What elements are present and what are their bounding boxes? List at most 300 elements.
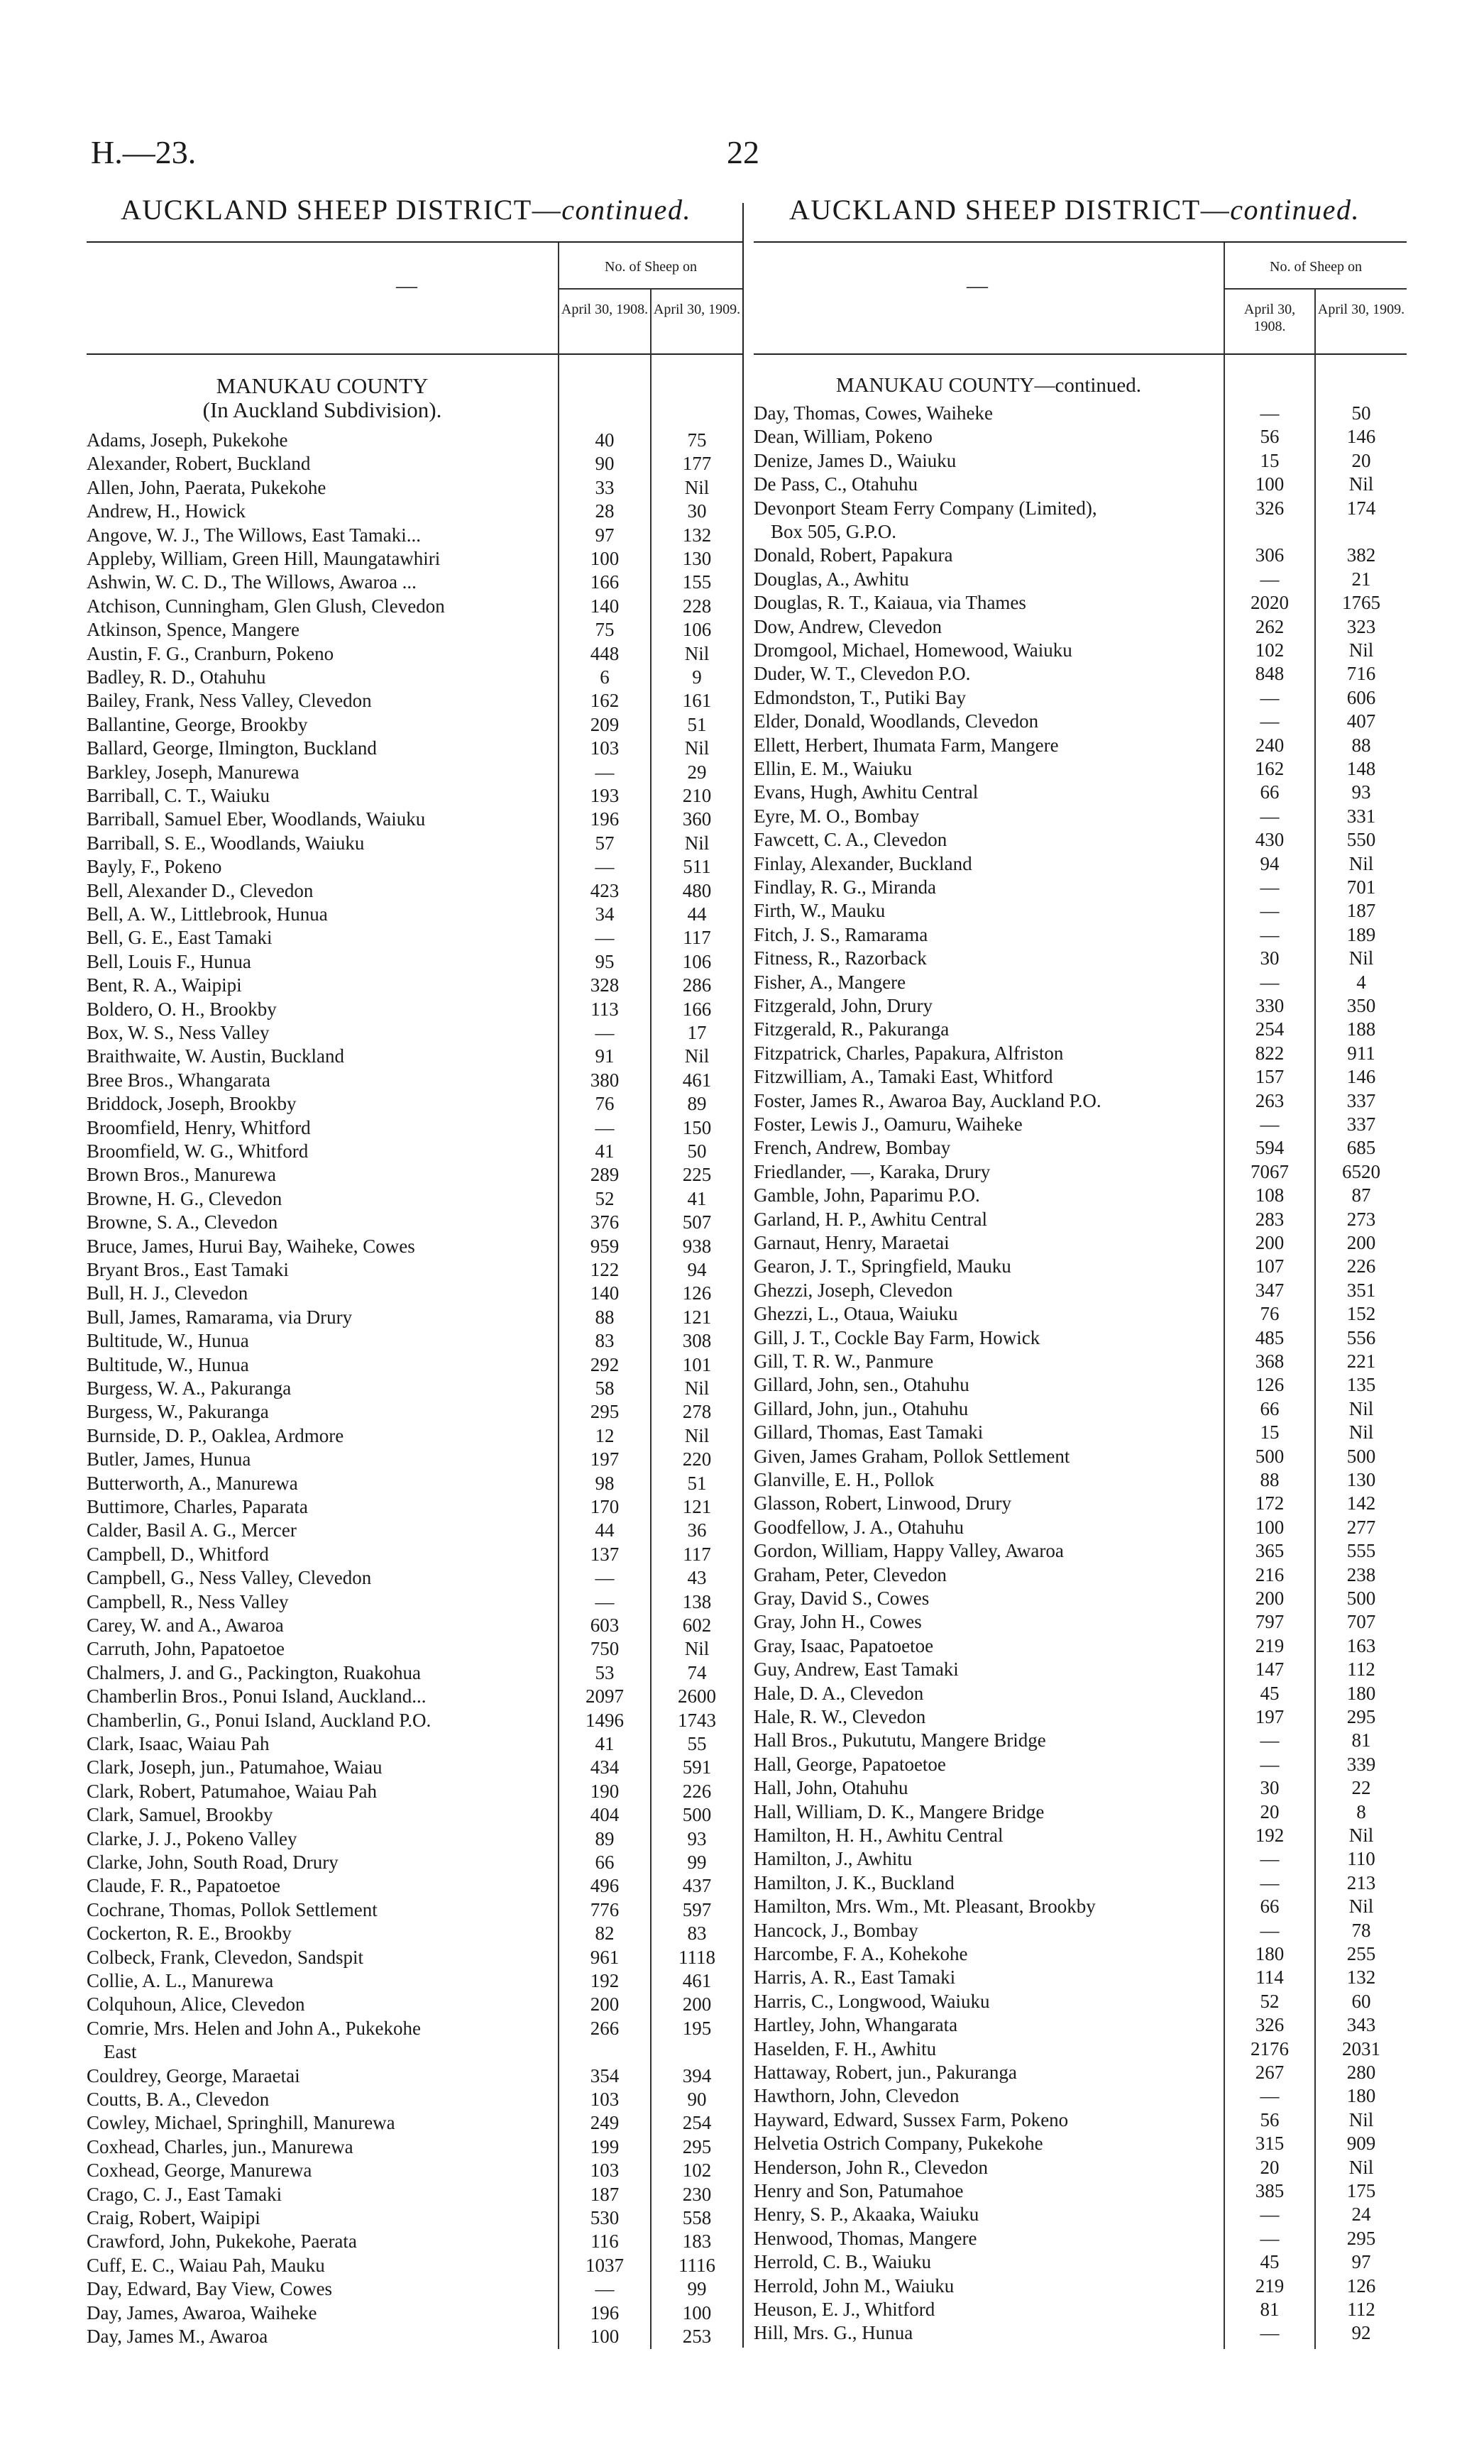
table-row <box>87 1732 742 1756</box>
sheep-1908: 166 <box>590 571 620 593</box>
sheep-1909: 94 <box>687 1259 707 1280</box>
owner-name: Finlay, Alexander, Buckland <box>754 852 972 874</box>
sheep-1909: 394 <box>682 2064 712 2086</box>
table-row <box>87 2135 742 2159</box>
owner-name: Barkley, Joseph, Manurewa <box>87 761 299 783</box>
sheep-1909: 500 <box>682 1804 712 1826</box>
sheep-1909: 343 <box>1346 2014 1376 2036</box>
owner-name: Bailey, Frank, Ness Valley, Clevedon <box>87 690 372 712</box>
sheep-1908: 750 <box>590 1638 620 1660</box>
sheep-1909: 121 <box>682 1496 712 1517</box>
sheep-1908: — <box>1260 1729 1280 1751</box>
table-row <box>87 1400 742 1424</box>
sheep-1908: 200 <box>1255 1588 1285 1609</box>
sheep-1909: 130 <box>1346 1469 1376 1490</box>
sheep-1909: 36 <box>687 1519 707 1541</box>
sheep-1909: Nil <box>1348 1397 1374 1419</box>
owner-name: Dromgool, Michael, Homewood, Waiuku <box>754 639 1072 661</box>
sheep-1909: 4 <box>1356 971 1366 993</box>
sheep-1908: 20 <box>1260 2156 1280 2178</box>
table-row <box>87 1187 742 1211</box>
sheep-1909: 2600 <box>678 1685 716 1707</box>
sheep-1909: 50 <box>1351 402 1371 424</box>
owner-name: Campbell, G., Ness Valley, Clevedon <box>87 1567 372 1589</box>
owner-name: Ghezzi, L., Otaua, Waiuku <box>754 1303 958 1325</box>
table-row <box>754 1516 1407 1539</box>
sheep-1909: 51 <box>687 1472 707 1494</box>
sheep-1908: 200 <box>590 1993 620 2015</box>
sheep-1908: 448 <box>590 642 620 664</box>
sheep-1908: — <box>595 1590 615 1612</box>
table-row <box>754 2061 1407 2084</box>
table-row <box>87 1069 742 1092</box>
table-row <box>754 1018 1407 1041</box>
sheep-1908: 193 <box>590 785 620 806</box>
sheep-1909: 132 <box>682 524 712 546</box>
owner-name: Hale, R. W., Clevedon <box>754 1706 926 1727</box>
owner-name: Henry and Son, Patumahoe <box>754 2180 964 2201</box>
owner-name: Broomfield, Henry, Whitford <box>87 1116 311 1138</box>
sheep-1909: 78 <box>1351 1919 1371 1941</box>
sheep-1909: 83 <box>687 1923 707 1945</box>
table-row <box>87 2111 742 2135</box>
owner-name: Alexander, Robert, Buckland <box>87 453 311 475</box>
table-row <box>87 1946 742 1969</box>
table-row <box>87 1092 742 1116</box>
sheep-1909: 461 <box>682 1069 712 1091</box>
sheep-1909: Nil <box>684 1638 710 1660</box>
sheep-1909: 6520 <box>1342 1160 1380 1182</box>
table-row <box>87 998 742 1021</box>
sheep-1908: 90 <box>595 453 615 475</box>
sheep-1908: — <box>595 1022 615 1043</box>
owner-name: Herrold, C. B., Waiuku <box>754 2251 932 2273</box>
sheep-1909: 89 <box>687 1093 707 1115</box>
sheep-1909: 146 <box>1346 1066 1376 1088</box>
table-row <box>87 1519 742 1542</box>
sheep-1909: 1116 <box>678 2254 715 2276</box>
sheep-1909: 221 <box>1346 1351 1376 1372</box>
sheep-1909: 461 <box>682 1970 712 1991</box>
sheep-1909: 112 <box>1347 2299 1375 2320</box>
owner-name: Hancock, J., Bombay <box>754 1919 918 1941</box>
owner-name: Gordon, William, Happy Valley, Awaroa <box>754 1540 1064 1562</box>
sheep-1908: 266 <box>590 2017 620 2039</box>
table-row <box>754 1231 1407 1255</box>
table-row <box>87 855 742 879</box>
table-row <box>754 1113 1407 1136</box>
sheep-1908: — <box>595 2278 615 2300</box>
sheep-1909: Nil <box>1348 2108 1374 2130</box>
sheep-1909: Nil <box>684 1045 710 1067</box>
sheep-1909: 90 <box>687 2089 707 2110</box>
sheep-1909: 189 <box>1346 923 1376 945</box>
sheep-1909: 511 <box>683 856 711 878</box>
sheep-1909: 99 <box>687 2278 707 2300</box>
table-row <box>754 1871 1407 1895</box>
table-row <box>87 2040 742 2064</box>
owner-name: Brown Bros., Manurewa <box>87 1164 276 1186</box>
sheep-1909: 126 <box>682 1282 712 1304</box>
table-row <box>87 2254 742 2277</box>
owner-name: Barriball, S. E., Woodlands, Waiuku <box>87 832 365 854</box>
table-row <box>754 1990 1407 2013</box>
sheep-1909: Nil <box>684 642 710 664</box>
owner-name: Hale, D. A., Clevedon <box>754 1682 924 1704</box>
table-row <box>754 757 1407 781</box>
sheep-1908: 81 <box>1260 2299 1280 2320</box>
owner-name: Fitzwilliam, A., Tamaki East, Whitford <box>754 1066 1053 1088</box>
sheep-1909: 60 <box>1351 1990 1371 2012</box>
owner-name: Bent, R. A., Waipipi <box>87 974 242 996</box>
table-row <box>754 425 1407 449</box>
owner-name: Clark, Robert, Patumahoe, Waiau Pah <box>87 1780 377 1802</box>
owner-name: Hamilton, H. H., Awhitu Central <box>754 1825 1004 1846</box>
sheep-1909: 602 <box>682 1615 712 1636</box>
owner-name: Hall, John, Otahuhu <box>754 1777 908 1799</box>
table-row <box>754 805 1407 828</box>
sheep-1909: 51 <box>687 713 707 735</box>
sheep-1908: 94 <box>1260 852 1280 874</box>
sheep-1908: 2097 <box>586 1685 624 1707</box>
sheep-1908: 41 <box>595 1733 615 1754</box>
sheep-1909: 558 <box>682 2207 712 2228</box>
sheep-1909: 43 <box>687 1567 707 1589</box>
column-heading-right <box>789 193 1360 226</box>
table-row <box>754 591 1407 615</box>
sheep-1908: 249 <box>590 2112 620 2134</box>
sheep-1909: 707 <box>1346 1611 1376 1633</box>
owner-name: Gillard, John, sen., Otahuhu <box>754 1374 969 1396</box>
owner-name: Garnaut, Henry, Maraetai <box>754 1232 950 1253</box>
sheep-1908: 315 <box>1255 2133 1285 2155</box>
owner-name: Browne, H. G., Clevedon <box>87 1187 282 1209</box>
sheep-1908: 66 <box>1260 781 1280 803</box>
sheep-1908: 200 <box>1255 1232 1285 1253</box>
sheep-1908: 385 <box>1255 2180 1285 2201</box>
owner-name: Bayly, F., Pokeno <box>87 856 222 878</box>
table-row <box>754 2321 1407 2345</box>
owner-name: Bell, G. E., East Tamaki <box>87 927 273 949</box>
table-row <box>87 476 742 500</box>
sheep-1909: 97 <box>1351 2251 1371 2273</box>
table-row <box>87 879 742 903</box>
sheep-1908: 496 <box>590 1875 620 1897</box>
owner-name: Given, James Graham, Pollok Settlement <box>754 1445 1070 1467</box>
sheep-1908: 108 <box>1255 1184 1285 1206</box>
sheep-1908: 959 <box>590 1235 620 1257</box>
sheep-1908: 88 <box>1260 1469 1280 1490</box>
sheep-1908: 33 <box>595 476 615 498</box>
sheep-1909: Nil <box>1348 2156 1374 2178</box>
table-row <box>87 1306 742 1329</box>
owner-name: Colquhoun, Alice, Clevedon <box>87 1993 305 2015</box>
sheep-1908: 603 <box>590 1615 620 1636</box>
sheep-1908: 172 <box>1255 1492 1285 1514</box>
table-row <box>754 686 1407 710</box>
owner-name: Allen, John, Paerata, Pukekohe <box>87 476 326 498</box>
table-row <box>754 1942 1407 1966</box>
table-row <box>87 618 742 642</box>
table-row <box>87 1377 742 1400</box>
table-row <box>754 1847 1407 1871</box>
sheep-1908: 368 <box>1255 1351 1285 1372</box>
sheep-1909: 555 <box>1346 1540 1376 1562</box>
sheep-1909: 278 <box>682 1401 712 1423</box>
owner-name: Evans, Hugh, Awhitu Central <box>754 781 979 803</box>
sheep-1908: 1037 <box>586 2254 624 2276</box>
sheep-1909: 273 <box>1346 1208 1376 1230</box>
owner-name: Gill, J. T., Cockle Bay Farm, Howick <box>754 1326 1040 1348</box>
sheep-1909: 195 <box>682 2017 712 2039</box>
sheep-1909: 1118 <box>678 1946 715 1968</box>
sheep-table-left <box>87 241 742 2349</box>
sheep-1908: 41 <box>595 1140 615 1162</box>
owner-name: Calder, Basil A. G., Mercer <box>87 1519 297 1541</box>
table-row <box>754 923 1407 947</box>
owner-name: Dow, Andrew, Clevedon <box>754 615 942 637</box>
table-row <box>87 689 742 713</box>
table-row <box>87 524 742 547</box>
sheep-1909: 938 <box>682 1235 712 1257</box>
sheep-1909: 106 <box>682 619 712 641</box>
sheep-1908: 113 <box>590 998 619 1020</box>
owner-name: East <box>104 2041 137 2063</box>
sheep-1909: 909 <box>1346 2133 1376 2155</box>
sheep-1909: 88 <box>1351 734 1371 756</box>
owner-name: Braithwaite, W. Austin, Buckland <box>87 1045 344 1067</box>
sheep-1908: 404 <box>590 1804 620 1826</box>
sheep-1908: 365 <box>1255 1540 1285 1562</box>
table-row <box>754 2013 1407 2037</box>
table-row <box>87 1140 742 1163</box>
owner-name: Clarke, John, South Road, Drury <box>87 1852 339 1873</box>
sheep-1908: 434 <box>590 1756 620 1778</box>
sheep-1909: 163 <box>1346 1634 1376 1656</box>
sheep-1908: 56 <box>1260 2108 1280 2130</box>
sheep-1908: 430 <box>1255 829 1285 851</box>
sheep-1908: — <box>1260 1113 1280 1135</box>
owner-name: Buttimore, Charles, Paparata <box>87 1496 308 1517</box>
sheep-1908: 283 <box>1255 1208 1285 1230</box>
owner-name: Fitch, J. S., Ramarama <box>754 923 928 945</box>
column-heading-left <box>121 193 691 226</box>
sheep-1908: 45 <box>1260 1682 1280 1704</box>
table-row <box>87 832 742 855</box>
table-row <box>87 1424 742 1448</box>
owner-name: Eyre, M. O., Bombay <box>754 805 920 827</box>
sheep-1909: Nil <box>1348 639 1374 661</box>
sheep-1908: 330 <box>1255 995 1285 1016</box>
sheep-1909: 254 <box>682 2112 712 2134</box>
sheep-1909: 339 <box>1346 1753 1376 1775</box>
sheep-1909: Nil <box>1348 1421 1374 1443</box>
owner-name: Duder, W. T., Clevedon P.O. <box>754 663 971 685</box>
table-row <box>754 2179 1407 2203</box>
table-row <box>754 1279 1407 1302</box>
sheep-1908: — <box>1260 876 1280 898</box>
sheep-1908: 28 <box>595 500 615 522</box>
sheep-1909: 253 <box>682 2326 712 2347</box>
sheep-1908: 12 <box>595 1424 615 1446</box>
table-row <box>754 947 1407 970</box>
sheep-1909: 155 <box>682 571 712 593</box>
sheep-1908: 187 <box>590 2183 620 2205</box>
table-row <box>87 2277 742 2301</box>
table-row <box>754 402 1407 425</box>
table-row <box>87 1353 742 1377</box>
owner-name: Herrold, John M., Waiuku <box>754 2275 955 2297</box>
sheep-1909: 507 <box>682 1211 712 1233</box>
head-col-1909: April 30, 1909. <box>1317 302 1405 317</box>
sheep-1908: 326 <box>1255 497 1285 519</box>
table-row <box>87 1614 742 1637</box>
sheep-1908: 2176 <box>1251 2037 1289 2059</box>
table-row <box>754 1208 1407 1231</box>
sheep-1909: 437 <box>682 1875 712 1897</box>
owner-name: Hamilton, J. K., Buckland <box>754 1871 955 1893</box>
sheep-1908: 157 <box>1255 1066 1285 1088</box>
sheep-1908: 102 <box>1255 639 1285 661</box>
owner-name: Carruth, John, Papatoetoe <box>87 1638 285 1660</box>
table-row <box>754 2250 1407 2274</box>
table-row <box>754 1065 1407 1089</box>
table-row <box>754 1610 1407 1634</box>
table-row <box>754 1563 1407 1587</box>
sheep-1909: 93 <box>1351 781 1371 803</box>
sheep-1909: 142 <box>1346 1492 1376 1514</box>
table-row <box>87 1448 742 1471</box>
sheep-1909: 701 <box>1346 876 1376 898</box>
owner-name: Foster, Lewis J., Oamuru, Waiheke <box>754 1113 1023 1135</box>
sheep-1908: 326 <box>1255 2014 1285 2036</box>
sheep-1909: 351 <box>1346 1279 1376 1301</box>
sheep-1908: 100 <box>1255 1516 1285 1538</box>
sheep-1909: 500 <box>1346 1445 1376 1467</box>
sheep-1908: 219 <box>1255 1634 1285 1656</box>
table-row <box>87 1543 742 1566</box>
table-row <box>754 1089 1407 1113</box>
sheep-1908: 170 <box>590 1496 620 1517</box>
head-dash: — <box>396 274 417 297</box>
sheep-1908: 40 <box>595 429 615 451</box>
sheep-1908: 354 <box>590 2064 620 2086</box>
sheep-1908: 423 <box>590 879 620 901</box>
table-head-right <box>754 243 1407 355</box>
owner-name: Bryant Bros., East Tamaki <box>87 1259 289 1280</box>
owner-name: Fitzpatrick, Charles, Papakura, Alfriston <box>754 1042 1064 1064</box>
sheep-1909: 75 <box>687 429 707 451</box>
sheep-1909: 238 <box>1346 1563 1376 1585</box>
owner-name: Harris, C., Longwood, Waiuku <box>754 1990 990 2012</box>
owner-name: De Pass, C., Otahuhu <box>754 473 918 495</box>
sheep-1909: 360 <box>682 808 712 830</box>
sheep-1909: 30 <box>687 500 707 522</box>
sheep-1908: 58 <box>595 1377 615 1399</box>
sheep-1909: 92 <box>1351 2322 1371 2344</box>
sheep-1909: 166 <box>682 998 712 1020</box>
owner-name: Ellin, E. M., Waiuku <box>754 758 913 779</box>
owner-name: Gray, John H., Cowes <box>754 1611 922 1633</box>
table-row <box>754 2275 1407 2298</box>
table-row <box>87 642 742 666</box>
sheep-1908: 196 <box>590 808 620 830</box>
owner-name: Goodfellow, J. A., Otahuhu <box>754 1516 964 1538</box>
sheep-1908: 103 <box>590 2089 620 2110</box>
sheep-1908: 485 <box>1255 1326 1285 1348</box>
sheep-1908: — <box>1260 1753 1280 1775</box>
table-row <box>87 1590 742 1614</box>
owner-name: Chamberlin Bros., Ponui Island, Auckland... <box>87 1685 427 1707</box>
sheep-1908: 162 <box>1255 758 1285 779</box>
sheep-1909: 99 <box>687 1852 707 1873</box>
owner-name: Comrie, Mrs. Helen and John A., Pukekohe <box>87 2017 421 2039</box>
owner-name: Gamble, John, Paparimu P.O. <box>754 1184 980 1206</box>
table-row <box>87 2183 742 2206</box>
owner-name: Boldero, O. H., Brookby <box>87 998 277 1020</box>
sheep-1909: 87 <box>1351 1184 1371 1206</box>
sheep-1909: 230 <box>682 2183 712 2205</box>
sheep-1908: — <box>595 761 615 783</box>
sheep-1909: 177 <box>682 453 712 475</box>
owner-name: Appleby, William, Green Hill, Maungatawhiri <box>87 548 441 569</box>
sheep-1908: 137 <box>590 1543 620 1565</box>
owner-name: Broomfield, W. G., Whitford <box>87 1140 309 1162</box>
owner-name: Colbeck, Frank, Clevedon, Sandspit <box>87 1946 363 1968</box>
owner-name: Hamilton, J., Awhitu <box>754 1848 913 1870</box>
table-row <box>87 713 742 737</box>
sheep-1909: 200 <box>682 1993 712 2015</box>
owner-name: Coxhead, George, Manurewa <box>87 2160 312 2182</box>
table-row <box>87 2325 742 2348</box>
sheep-1908: 75 <box>595 619 615 641</box>
head-group-label: No. of Sheep on <box>1270 259 1362 275</box>
table-row <box>87 1566 742 1590</box>
table-row <box>87 1472 742 1495</box>
table-row <box>754 2132 1407 2155</box>
table-row <box>754 781 1407 804</box>
sheep-1909: 1743 <box>678 1709 716 1731</box>
owner-name: Cochrane, Thomas, Pollok Settlement <box>87 1898 378 1920</box>
sheep-1908: 30 <box>1260 947 1280 969</box>
sheep-1908: — <box>1260 971 1280 993</box>
sheep-1908: — <box>595 856 615 878</box>
owner-name: Heuson, E. J., Whitford <box>754 2299 935 2320</box>
sheep-1909: 55 <box>687 1733 707 1754</box>
sheep-1909: Nil <box>684 737 710 759</box>
owner-name: Glanville, E. H., Pollok <box>754 1469 935 1490</box>
sheep-1909: 295 <box>1346 1706 1376 1727</box>
sheep-1909: 180 <box>1346 2085 1376 2107</box>
sheep-1908: 103 <box>590 2160 620 2182</box>
table-row <box>87 571 742 594</box>
owner-name: Donald, Robert, Papakura <box>754 544 953 566</box>
sheep-1909: Nil <box>1348 1896 1374 1918</box>
sheep-1908: 76 <box>595 1093 615 1115</box>
owner-name: Hamilton, Mrs. Wm., Mt. Pleasant, Brookby <box>754 1896 1096 1918</box>
table-row <box>87 2088 742 2111</box>
table-row <box>754 1042 1407 1065</box>
sheep-1908: 82 <box>595 1923 615 1945</box>
sheep-1908: 192 <box>590 1970 620 1991</box>
sheep-1909: 41 <box>687 1187 707 1209</box>
table-row <box>754 1350 1407 1373</box>
table-row <box>87 1661 742 1685</box>
owner-name: Campbell, D., Whitford <box>87 1543 269 1565</box>
sheep-1908: 45 <box>1260 2251 1280 2273</box>
table-row <box>87 1235 742 1258</box>
table-row <box>87 2159 742 2182</box>
